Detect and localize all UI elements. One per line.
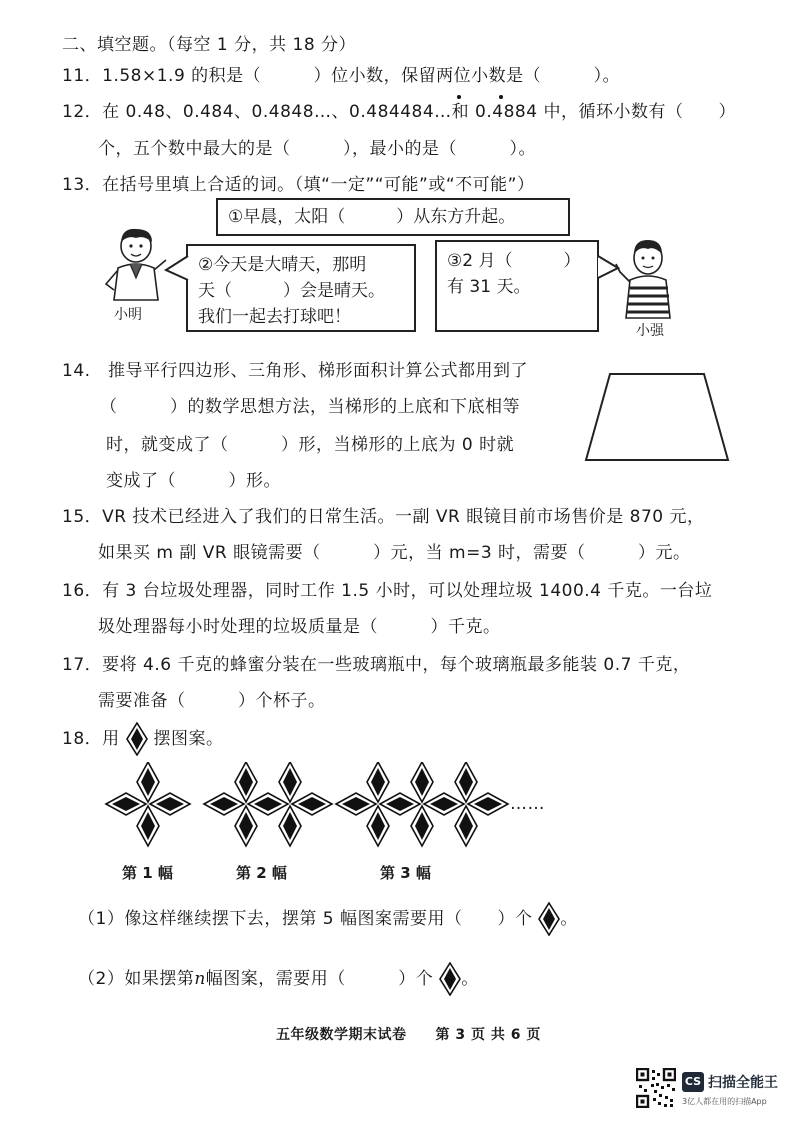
boy-xiaoqiang-illustration: [614, 236, 680, 320]
pattern-2-label: 第 2 幅: [236, 864, 287, 882]
bubble-2-line-2: 天（ ）会是晴天。: [198, 281, 385, 301]
bubble-3-line-2: 有 31 天。: [447, 277, 531, 297]
question-15-line-1: 15．VR 技术已经进入了我们的日常生活。一副 VR 眼镜目前市场售价是 870 元，: [62, 507, 705, 527]
question-14-line-3: 时，就变成了（ ）形，当梯形的上底为 0 时就: [106, 435, 515, 455]
speech-bubble-3: [435, 240, 599, 332]
pattern-3-label: 第 3 幅: [380, 864, 431, 882]
bubble-2-tail: [164, 254, 190, 284]
pattern-3: [336, 762, 508, 846]
rhombus-tile-icon: [538, 902, 560, 936]
pattern-1-label: 第 1 幅: [122, 864, 173, 882]
bubble-3-line-1: ③2 月（ ）: [447, 251, 581, 271]
repeating-decimal-dot: [457, 95, 461, 99]
speech-bubble-1: [216, 198, 570, 236]
repeating-decimal-dot: [499, 95, 503, 99]
sub-1-text: （1）像这样继续摆下去，摆第 5 幅图案需要用（ ）个: [78, 909, 533, 929]
question-18-prefix: 18．用: [62, 729, 120, 749]
question-11: 11．1.58×1.9 的积是（ ）位小数，保留两位小数是（ ）。: [62, 66, 621, 86]
question-17-line-1: 17．要将 4.6 千克的蜂蜜分装在一些玻璃瓶中，每个玻璃瓶最多能装 0.7 千克，: [62, 655, 691, 675]
sub-2-text: 幅图案，需要用（ ）个: [205, 969, 434, 989]
speech-bubble-2: [186, 244, 416, 332]
sub-2-prefix: （2）如果摆第: [78, 969, 195, 989]
scanner-badge-icon: CS: [682, 1072, 704, 1092]
question-14-line-1: 14. 推导平行四边形、三角形、梯形面积计算公式都用到了: [62, 361, 529, 381]
question-14-line-2: （ ）的数学思想方法，当梯形的上底和下底相等: [100, 397, 520, 417]
qr-code-icon: [636, 1068, 676, 1108]
question-12-line-2: 个，五个数中最大的是（ ），最小的是（ ）。: [98, 139, 536, 159]
question-18-sub-2: [78, 962, 479, 996]
pattern-2: [204, 762, 332, 846]
question-17-line-2: 需要准备（ ）个杯子。: [98, 691, 326, 711]
question-16-line-2: 圾处理器每小时处理的垃圾质量是（ ）千克。: [98, 617, 501, 637]
section-title: 二、填空题。（每空 1 分，共 18 分）: [62, 35, 357, 55]
page-footer: 五年级数学期末试卷 第 3 页 共 6 页: [276, 1027, 541, 1043]
question-15-line-2: 如果买 m 副 VR 眼镜需要（ ）元，当 m=3 时，需要（ ）元。: [98, 543, 691, 563]
question-18-suffix: 摆图案。: [153, 729, 224, 749]
sub-1-period: 。: [560, 909, 578, 929]
boy-left-name: 小明: [114, 307, 142, 323]
pattern-1: [106, 762, 190, 846]
pattern-ellipsis: ……: [510, 794, 545, 814]
sub-2-variable: n: [194, 969, 206, 989]
question-14-line-4: 变成了（ ）形。: [106, 471, 281, 491]
scanner-brand: 扫描全能王: [708, 1075, 778, 1091]
question-18-title: [62, 722, 223, 756]
question-12-line-1: 12．在 0.48、0.484、0.4848…、0.484484…和 0.4884 中，循环小数有（ ）: [62, 102, 736, 122]
boy-right-name: 小强: [636, 323, 664, 339]
scanner-tagline: 3亿人都在用的扫描App: [682, 1097, 767, 1106]
rhombus-tile-icon: [126, 722, 148, 756]
question-18-sub-1: [78, 902, 578, 936]
bubble-2-line-1: ②今天是大晴天，那明: [198, 255, 367, 275]
question-16-line-1: 16．有 3 台垃圾处理器，同时工作 1.5 小时，可以处理垃圾 1400.4 千克。一台垃: [62, 581, 713, 601]
bubble-2-line-3: 我们一起去打球吧！: [198, 307, 351, 327]
trapezoid-figure: [582, 370, 732, 466]
question-13-title: 13．在括号里填上合适的词。（填“一定”“可能”或“不可能”）: [62, 175, 535, 195]
bubble-1-text: ①早晨，太阳（ ）从东方升起。: [228, 207, 516, 227]
sub-2-period: 。: [461, 969, 479, 989]
rhombus-tile-icon: [439, 962, 461, 996]
